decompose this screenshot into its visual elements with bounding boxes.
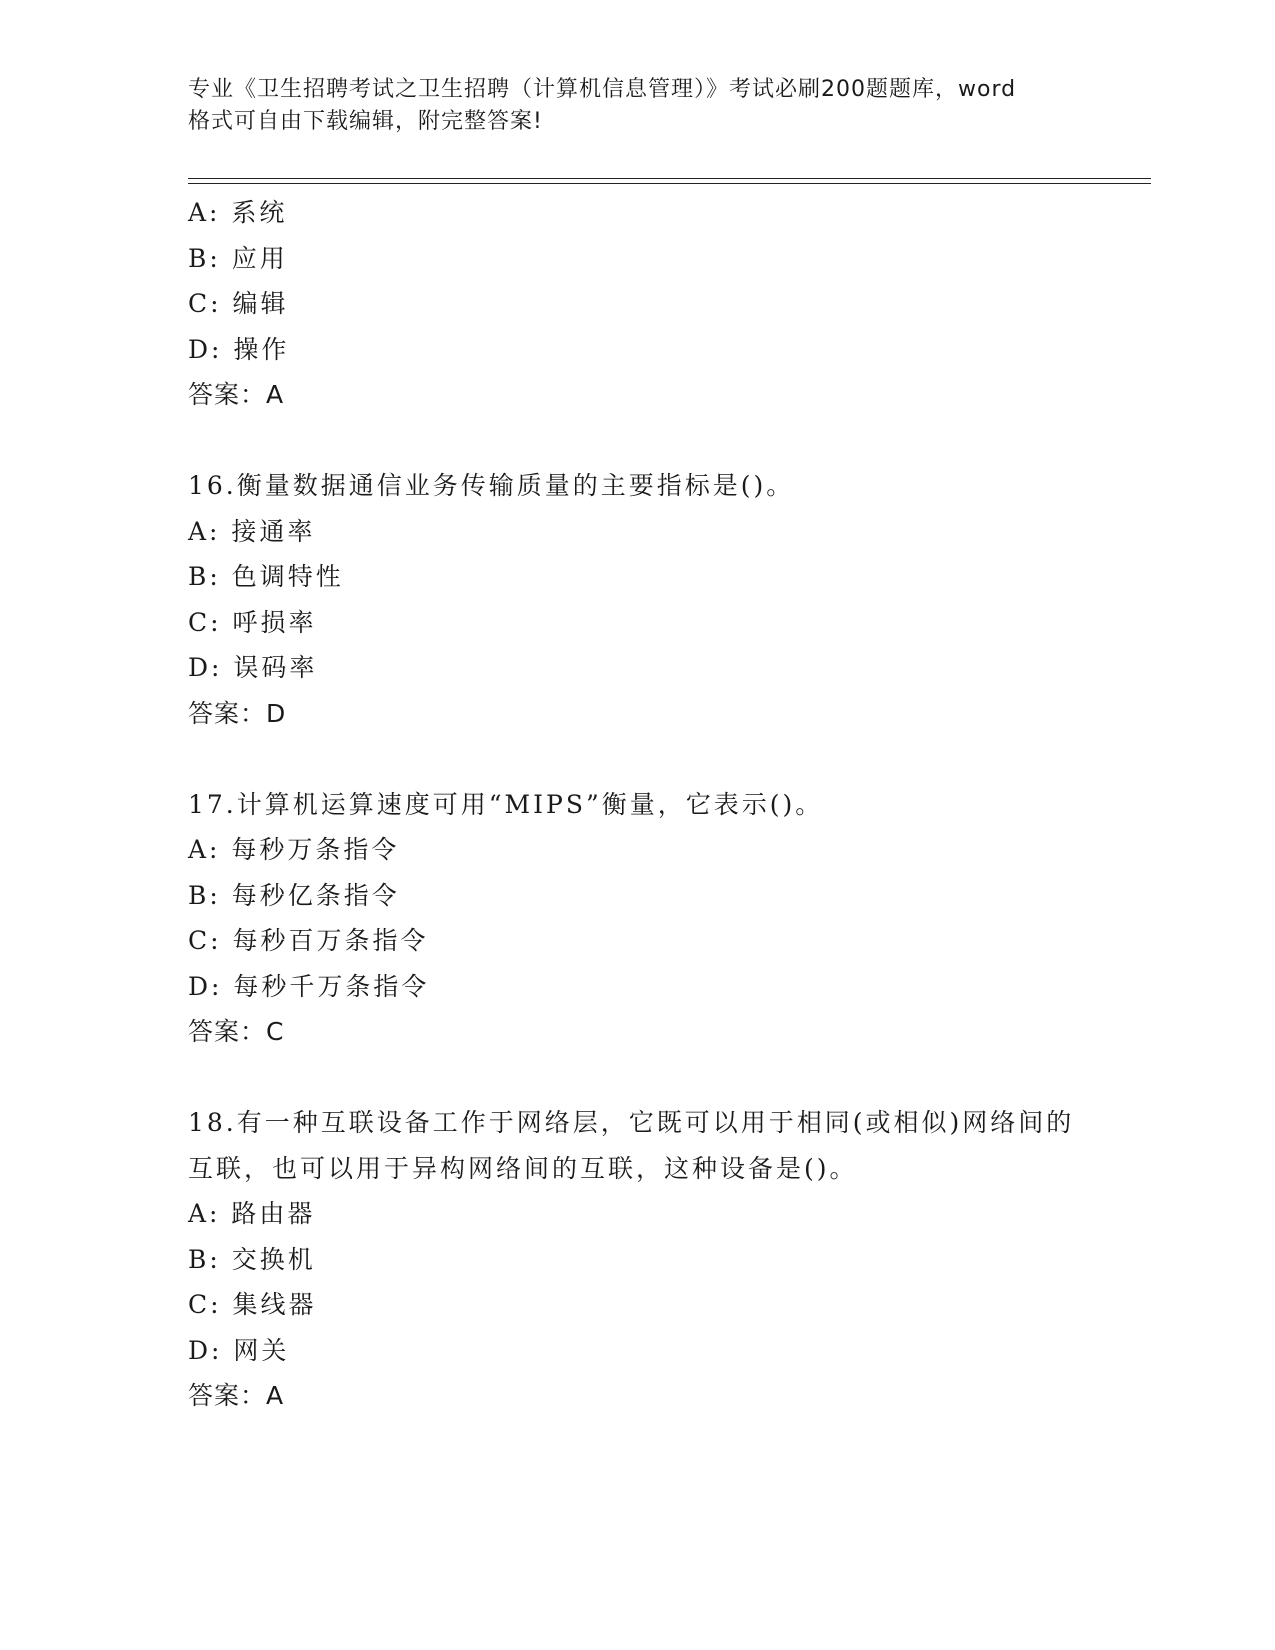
header-rule-bottom	[188, 183, 1151, 184]
option-d: D: 每秒千万条指令	[188, 971, 430, 1001]
option-c: C: 每秒百万条指令	[188, 926, 429, 955]
option-d: D: 操作	[188, 334, 290, 364]
option-a: A: 系统	[188, 198, 288, 227]
option-a: A: 每秒万条指令	[188, 835, 400, 864]
header-line-2: 格式可自由下载编辑，附完整答案!	[188, 109, 543, 134]
question-text: 17.计算机运算速度可用“MIPS”衡量，它表示()。	[188, 789, 824, 819]
spacer	[188, 1055, 1088, 1101]
question-16	[188, 463, 1088, 736]
option-c: C: 呼损率	[188, 607, 317, 637]
question-text: 18.有一种互联设备工作于网络层，它既可以用于相同(或相似)网络间的互联，也可以用于异构网络间的互联，这种设备是()。	[188, 1108, 1075, 1183]
option-c: C: 编辑	[188, 289, 289, 318]
document-header	[188, 74, 1088, 138]
answer-line: 答案：C	[188, 1017, 285, 1046]
answer-line: 答案：A	[188, 1381, 285, 1410]
question-18	[188, 1100, 1088, 1419]
option-b: B: 交换机	[188, 1244, 316, 1274]
option-a: A: 路由器	[188, 1199, 316, 1228]
header-rule-top	[188, 178, 1151, 179]
option-b: B: 应用	[188, 243, 288, 273]
option-b: B: 每秒亿条指令	[188, 880, 400, 910]
question-text: 16.衡量数据通信业务传输质量的主要指标是()。	[188, 471, 795, 500]
spacer	[188, 736, 1088, 782]
question-15-partial	[188, 190, 1088, 418]
question-17	[188, 782, 1088, 1055]
header-line-1: 专业《卫生招聘考试之卫生招聘（计算机信息管理）》考试必刷200题题库，word	[188, 77, 1017, 102]
answer-line: 答案：D	[188, 698, 287, 728]
option-b: B: 色调特性	[188, 562, 344, 591]
option-d: D: 网关	[188, 1335, 290, 1365]
option-d: D: 误码率	[188, 653, 318, 682]
option-c: C: 集线器	[188, 1290, 317, 1319]
option-a: A: 接通率	[188, 516, 316, 546]
answer-line: 答案：A	[188, 380, 285, 409]
spacer	[188, 418, 1088, 464]
question-list	[188, 190, 1088, 1419]
